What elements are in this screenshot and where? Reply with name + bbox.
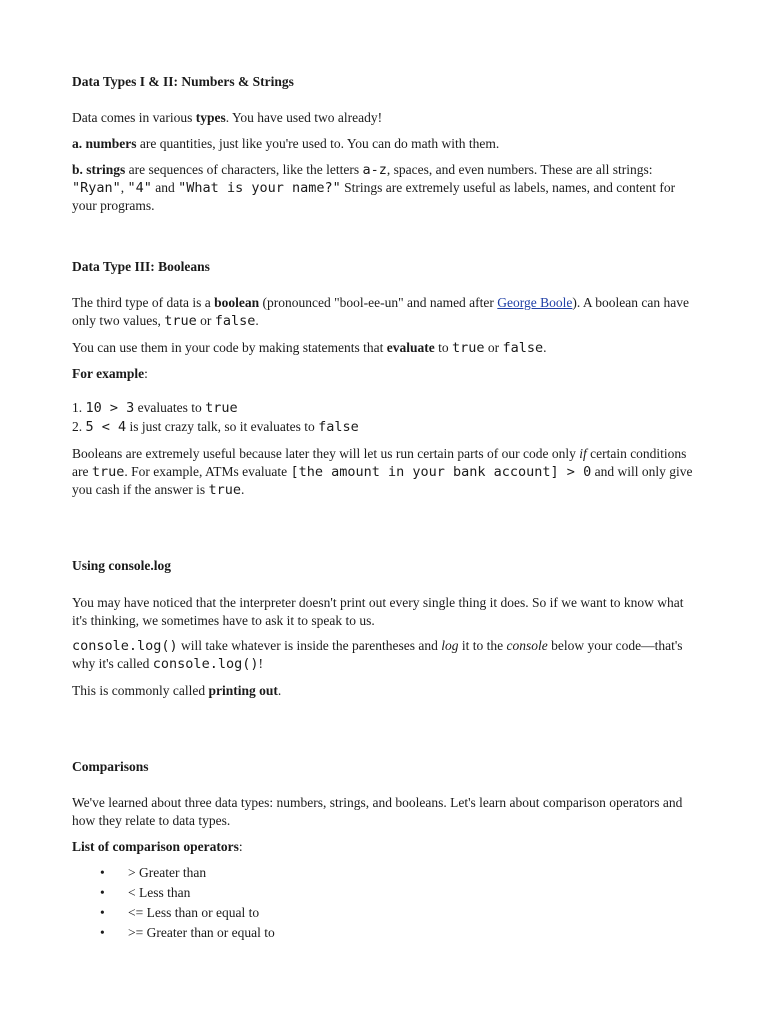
list-item (72, 863, 696, 883)
text: are sequences of characters, like the letters (125, 162, 363, 177)
bold-term-evaluate: evaluate (386, 340, 435, 355)
text: ! (258, 656, 263, 671)
bullet-icon: • (100, 865, 105, 880)
code-false: false (502, 340, 544, 356)
text: will take whatever is inside the parentheses and (177, 638, 442, 653)
text: Data comes in various (72, 110, 196, 125)
heading-data-types-numbers-strings: Data Types I & II: Numbers & Strings (72, 74, 294, 89)
code-10-gt-3: 10 > 3 (85, 400, 135, 416)
text: : (144, 366, 148, 381)
text: . (255, 313, 259, 328)
list-item-text: > Greater than (128, 865, 207, 880)
bullet-icon: • (100, 905, 105, 920)
code-true: true (451, 340, 485, 356)
italic-console: console (506, 638, 548, 653)
bold-printing-out: printing out (208, 683, 278, 698)
text: is just crazy talk, so it evaluates to (126, 419, 319, 434)
link-george-boole[interactable]: George Boole (497, 295, 573, 310)
bold-term-types: types (195, 110, 226, 125)
bullet-icon: • (100, 885, 105, 900)
code-true: true (205, 400, 238, 416)
paragraph-evaluate-statements (72, 339, 696, 357)
text: , (120, 180, 128, 195)
text: : (238, 839, 243, 854)
heading-data-type-booleans: Data Type III: Booleans (72, 259, 210, 274)
text: or (484, 340, 503, 355)
bullet-icon: • (100, 925, 105, 940)
bold-for-example: For example (72, 366, 145, 381)
text: 2. (72, 419, 86, 434)
code-console-log: console.log() (72, 638, 178, 654)
text: , spaces, and even numbers. These are all strings: (386, 162, 653, 177)
code-a-z: a-z (362, 162, 387, 178)
code-console-log: console.log() (152, 656, 259, 672)
list-item-text: <= Less than or equal to (128, 905, 260, 920)
paragraph-console-log-explained (72, 637, 696, 673)
code-true: true (208, 482, 241, 498)
code-ryan: "Ryan" (72, 180, 121, 196)
text: or (196, 313, 215, 328)
bold-term-numbers: a. numbers (72, 136, 137, 151)
example-line-2 (72, 418, 696, 436)
text: This is commonly called (72, 683, 209, 698)
text: Booleans are extremely useful because later they will let us run certain parts of our code only (72, 446, 580, 461)
code-4: "4" (127, 180, 152, 196)
text: . You have used two already! (225, 110, 383, 125)
text: it to the (458, 638, 507, 653)
italic-if: if (579, 446, 587, 461)
list-item-text: >= Greater than or equal to (128, 925, 275, 940)
paragraph-three-data-types: We've learned about three data types: numbers, strings, and booleans. Let's learn about comparison operators and how they relate to data types. (72, 795, 683, 828)
text: evaluates to (134, 400, 206, 415)
paragraph-for-example (72, 365, 696, 383)
paragraph-booleans-useful (72, 445, 696, 499)
list-item (72, 883, 696, 903)
text: . (240, 482, 245, 497)
text: ). A boolean can have only two values, (72, 295, 689, 328)
paragraph-list-of-operators (72, 838, 696, 856)
paragraph-data-comes-in-types (72, 109, 696, 127)
text: . For example, ATMs evaluate (124, 464, 291, 479)
paragraph-numbers-definition (72, 135, 696, 153)
paragraph-boolean-definition (72, 294, 696, 330)
text: and (151, 180, 179, 195)
text: You can use them in your code by making statements that (72, 340, 387, 355)
bold-list-of-comparison-operators: List of comparison operators (72, 839, 239, 854)
list-item (72, 923, 696, 943)
text: and will only give you cash if the answer is (72, 464, 693, 497)
text: Strings are extremely useful as labels, names, and content for your programs. (72, 180, 676, 213)
example-line-1 (72, 399, 696, 417)
text: certain conditions are (72, 446, 687, 479)
code-true: true (164, 313, 197, 329)
bold-term-boolean: boolean (214, 295, 260, 310)
comparison-operators-list (72, 863, 696, 943)
code-bank-account-gt-0: [the amount in your bank account] > 0 (290, 464, 592, 480)
text: are quantities, just like you're used to. You can do math with them. (136, 136, 500, 151)
heading-using-console-log: Using console.log (72, 558, 172, 573)
text: to (434, 340, 452, 355)
text: 1. (72, 400, 86, 415)
bold-term-strings: b. strings (72, 162, 126, 177)
text: . (543, 340, 547, 355)
italic-log: log (441, 638, 459, 653)
text: The third type of data is a (72, 295, 215, 310)
code-true: true (91, 464, 125, 480)
list-item (72, 903, 696, 923)
code-false: false (214, 313, 256, 329)
paragraph-strings-definition (72, 161, 696, 215)
text: . (277, 683, 282, 698)
list-item-text: < Less than (128, 885, 191, 900)
heading-comparisons: Comparisons (72, 759, 149, 774)
text: (pronounced "bool-ee-un" and named after (259, 295, 498, 310)
code-what-is-your-name: "What is your name?" (178, 180, 341, 196)
code-5-lt-4: 5 < 4 (85, 419, 127, 435)
paragraph-printing-out (72, 682, 696, 700)
code-false: false (318, 419, 359, 435)
text: below your code—that's why it's called (72, 638, 683, 671)
paragraph-interpreter: You may have noticed that the interpreter doesn't print out every single thing it does. So if we want to know what it's thinking, we sometimes have to ask it to speak to us. (72, 595, 684, 628)
